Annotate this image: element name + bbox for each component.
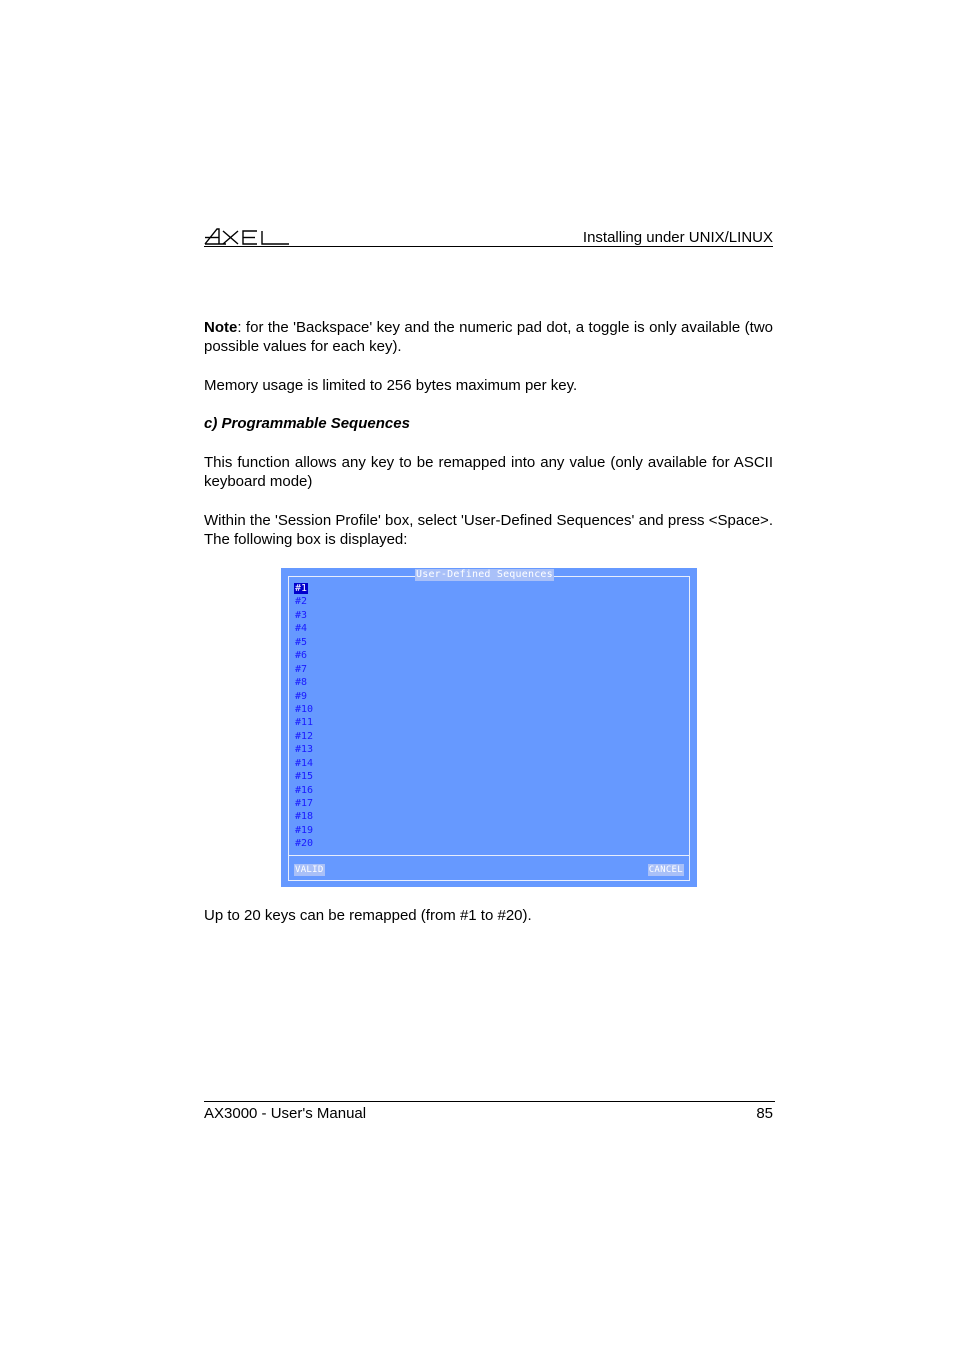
sequence-item-label: #6 — [295, 650, 308, 662]
sequence-item-label: #11 — [295, 717, 314, 729]
sequence-item[interactable] — [294, 622, 314, 635]
page-number: 85 — [756, 1105, 773, 1122]
sequence-item-label: #2 — [295, 596, 308, 608]
function-paragraph: This function allows any key to be remapped into any value (only available for ASCII keyboard mode) — [204, 454, 773, 490]
sequence-item[interactable] — [294, 770, 314, 783]
sequence-item[interactable] — [294, 797, 314, 810]
sequence-item-label: #12 — [295, 730, 314, 742]
sequence-item-label: #4 — [295, 623, 308, 635]
manual-title: AX3000 - User's Manual — [204, 1105, 367, 1122]
sequence-item[interactable] — [294, 824, 314, 837]
sequence-item-label: #14 — [295, 757, 314, 769]
sequence-item-label: #7 — [295, 663, 308, 675]
cancel-button[interactable]: CANCEL — [648, 865, 683, 875]
sequence-item[interactable] — [294, 743, 314, 756]
instruction-paragraph: Within the 'Session Profile' box, select 'User-Defined Sequences' and press <Space>. The following box is displayed: — [204, 512, 773, 548]
sequence-item[interactable] — [294, 676, 314, 689]
sequence-item[interactable] — [294, 703, 314, 716]
note-paragraph — [204, 318, 773, 356]
sequence-item[interactable] — [294, 595, 314, 608]
sequence-item[interactable] — [294, 636, 314, 649]
page-header — [204, 224, 773, 247]
sequence-item[interactable] — [294, 649, 314, 662]
sequence-item-label: #17 — [295, 798, 314, 809]
sequence-item-label: #9 — [295, 690, 308, 702]
dialog-separator — [288, 855, 690, 856]
summary-paragraph: Up to 20 keys can be remapped (from #1 to #20). — [204, 907, 532, 924]
sequence-item-label: #8 — [295, 677, 308, 689]
sequence-item-label: #19 — [295, 824, 314, 836]
axel-logo — [204, 226, 290, 245]
sequence-item-label: #20 — [295, 838, 314, 850]
memory-paragraph: Memory usage is limited to 256 bytes maximum per key. — [204, 377, 578, 394]
sequence-item-label: #15 — [295, 771, 314, 783]
section-title: Installing under UNIX/LINUX — [582, 229, 773, 246]
sequence-item[interactable] — [294, 730, 314, 743]
sequence-item-label: #13 — [295, 744, 314, 756]
sequence-item[interactable] — [294, 757, 314, 770]
sequence-item[interactable] — [294, 716, 314, 729]
sequence-item-label: #18 — [295, 811, 314, 823]
sequence-item-label: #10 — [295, 703, 314, 715]
sequence-item-label: #16 — [295, 784, 314, 796]
valid-button[interactable]: VALID — [295, 865, 324, 875]
sequence-item[interactable] — [294, 837, 314, 850]
sequence-item[interactable] — [294, 609, 314, 622]
sequence-list — [294, 582, 314, 851]
sequence-item[interactable] — [294, 784, 314, 797]
note-label: Note — [204, 319, 238, 336]
user-defined-sequences-dialog — [281, 568, 697, 887]
sequence-item[interactable] — [294, 663, 314, 676]
sequence-item-label: #5 — [295, 636, 308, 648]
sequence-item[interactable] — [294, 810, 314, 823]
sequence-item-label: #1 — [295, 583, 308, 594]
note-text: : for the 'Backspace' key and the numeric pad dot, a toggle is only available (two possible values for each key). — [204, 319, 773, 355]
sequence-item[interactable] — [294, 690, 314, 703]
page-footer — [204, 1101, 775, 1126]
dialog-frame — [288, 576, 690, 881]
sequence-item[interactable] — [294, 582, 314, 595]
section-heading: c) Programmable Sequences — [204, 415, 410, 432]
sequence-item-label: #3 — [295, 609, 308, 621]
dialog-title: User-Defined Sequences — [416, 569, 553, 580]
